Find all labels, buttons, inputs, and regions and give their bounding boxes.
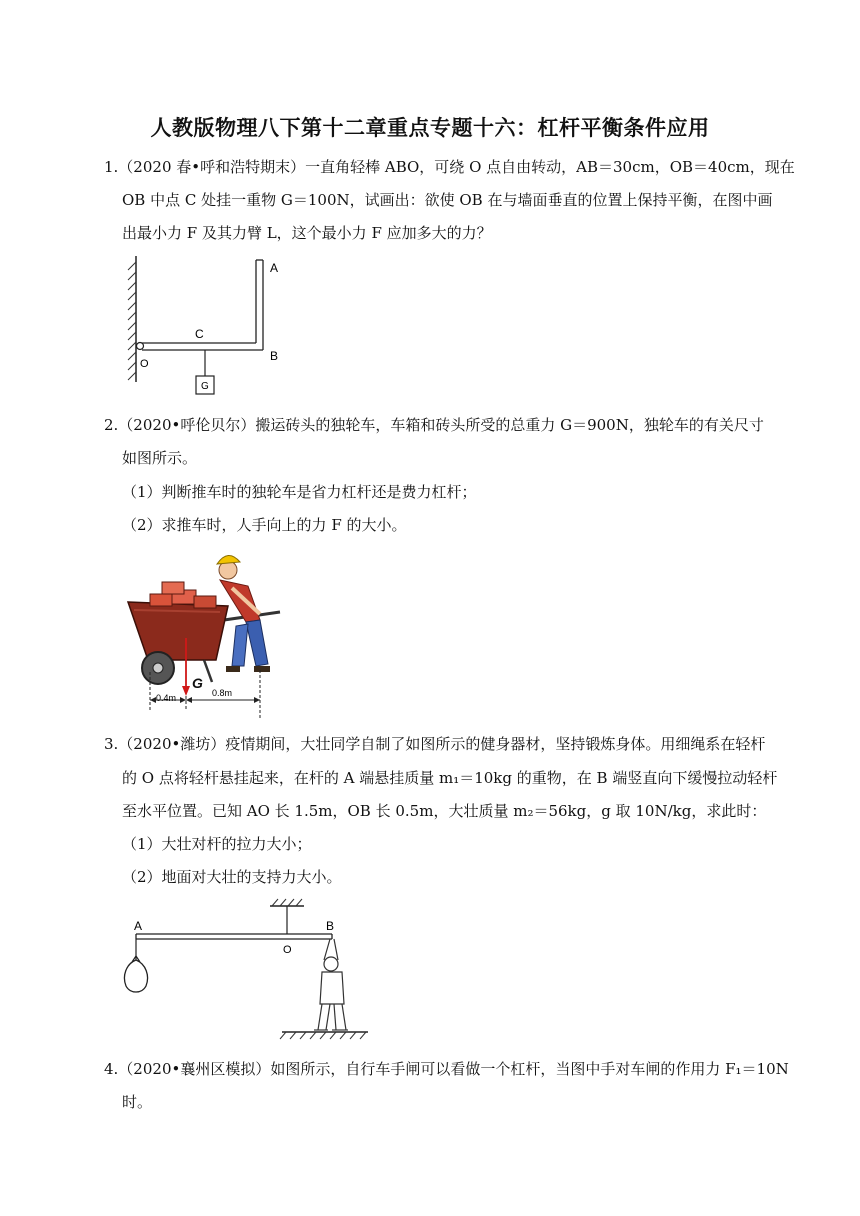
q4-line-2: 时。 [122,1093,153,1111]
q1-lever-figure [120,252,300,402]
q3-label-a: A [134,919,143,933]
q1-label-c: C [195,327,204,341]
q3-label-o: O [283,944,292,956]
q2-label-d1: 0.4m [156,693,177,703]
q1-label-o: O [140,358,149,370]
q3-line-5: （2）地面对大壮的支持力大小。 [122,868,342,886]
q2-line-3: （1）判断推车时的独轮车是省力杠杆还是费力杠杆； [122,483,477,501]
q2-line-2: 如图所示。 [122,449,198,467]
q3-label-b: B [326,919,335,933]
q2-label-d2: 0.8m [212,688,233,698]
q1-line-3: 出最小力 F 及其力臂 L，这个最小力 F 应加多大的力？ [122,224,492,242]
q2-wheelbarrow-figure [120,542,290,720]
q2-line-1: 2.（2020•呼伦贝尔）搬运砖头的独轮车，车箱和砖头所受的总重力 G＝900N，独轮车的有关尺寸 [104,416,764,434]
q3-lever-figure [120,894,380,1040]
q1-label-g: G [201,381,209,392]
q1-line-1: 1.（2020 春•呼和浩特期末）一直角轻棒 ABO，可绕 O 点自由转动，AB＝30cm，OB＝40cm，现在 [104,158,795,176]
q4-line-1: 4.（2020•襄州区模拟）如图所示，自行车手闸可以看做一个杠杆，当图中手对车闸的作用力 F₁＝10N [104,1060,789,1078]
q2-label-g: G [192,675,203,691]
q3-line-1: 3.（2020•潍坊）疫情期间，大壮同学自制了如图所示的健身器材，坚持锻炼身体。用细绳系在轻杆 [104,735,766,753]
q1-label-b: B [270,349,279,363]
q3-line-3: 至水平位置。已知 AO 长 1.5m，OB 长 0.5m，大壮质量 m₂＝56kg，g 取 10N/kg，求此时： [122,802,767,820]
q2-line-4: （2）求推车时，人手向上的力 F 的大小。 [122,516,407,534]
q3-line-4: （1）大壮对杆的拉力大小； [122,835,312,853]
page-title: 人教版物理八下第十二章重点专题十六：杠杆平衡条件应用 [150,116,710,140]
q1-line-2: OB 中点 C 处挂一重物 G＝100N，试画出：欲使 OB 在与墙面垂直的位置上保持平衡，在图中画 [122,191,773,209]
q3-line-2: 的 O 点将轻杆悬挂起来，在杆的 A 端悬挂质量 m₁＝10kg 的重物，在 B 端竖直向下缓慢拉动轻杆 [122,769,778,787]
q1-label-a: A [270,261,279,275]
